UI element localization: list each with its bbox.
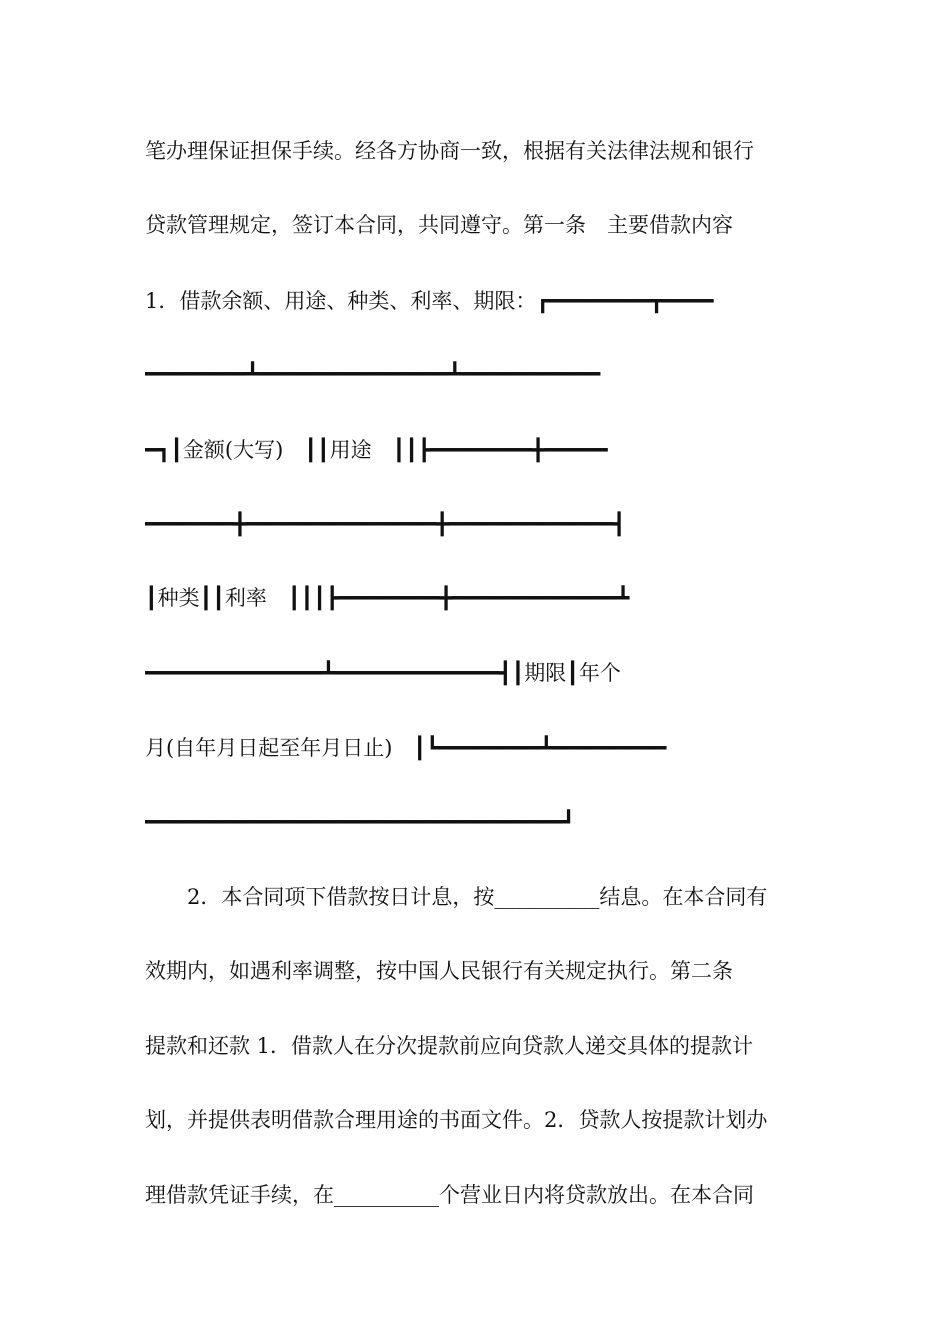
loan-table-line: 1．借款余额、用途、种类、利率、期限：┏━━━━━━━━┳━━━━ [145, 289, 714, 313]
paragraph-line: 划，并提供表明借款合理用途的书面文件。2．贷款人按提款计划办 [145, 1108, 768, 1132]
loan-table-line: ━━━━━━━━┻━━━━━━━━━━━━━━━┻━━━━━━━━━━━ [145, 362, 601, 386]
loan-table-line: ━━━━━━━╋━━━━━━━━━━━━━━━╋━━━━━━━━━━━━━┫ [145, 512, 626, 536]
paragraph-line: 理借款凭证手续，在__________个营业日内将贷款放出。在本合同 [145, 1183, 754, 1207]
loan-table-line: ━━━━━━━━━━━━━━━━━━━━━━━━━━━━━━━━━┛ [145, 810, 575, 834]
loan-table-line: ━━━━━━━━━━━━━━┻━━━━━━━━━━━━━┫┃期限┃年个 [145, 661, 621, 685]
loan-table-line: ┃种类┃┃利率 ┃┃┃┣━━━━━━━━╋━━━━━━━━━━━━━┻ [145, 586, 630, 610]
paragraph-line: 提款和还款 1．借款人在分次提款前应向贷款人递交具体的提款计 [145, 1034, 754, 1058]
paragraph-line: 2．本合同项下借款按日计息，按__________结息。在本合同有 [145, 885, 768, 909]
loan-table-line: 月(自年月日起至年月日止) ┃┗━━━━━━━━┻━━━━━━━━━ [145, 736, 667, 760]
paragraph-line: 效期内，如遇利率调整，按中国人民银行有关规定执行。第二条 [145, 959, 733, 983]
paragraph-line: 笔办理保证担保手续。经各方协商一致，根据有关法律法规和银行 [145, 139, 754, 163]
paragraph-line: 贷款管理规定，签订本合同，共同遵守。第一条 主要借款内容 [145, 213, 733, 237]
loan-table-line: ━┓┃金额(大写) ┃┃用途 ┃┃┣━━━━━━━━╋━━━━━ [145, 438, 608, 462]
